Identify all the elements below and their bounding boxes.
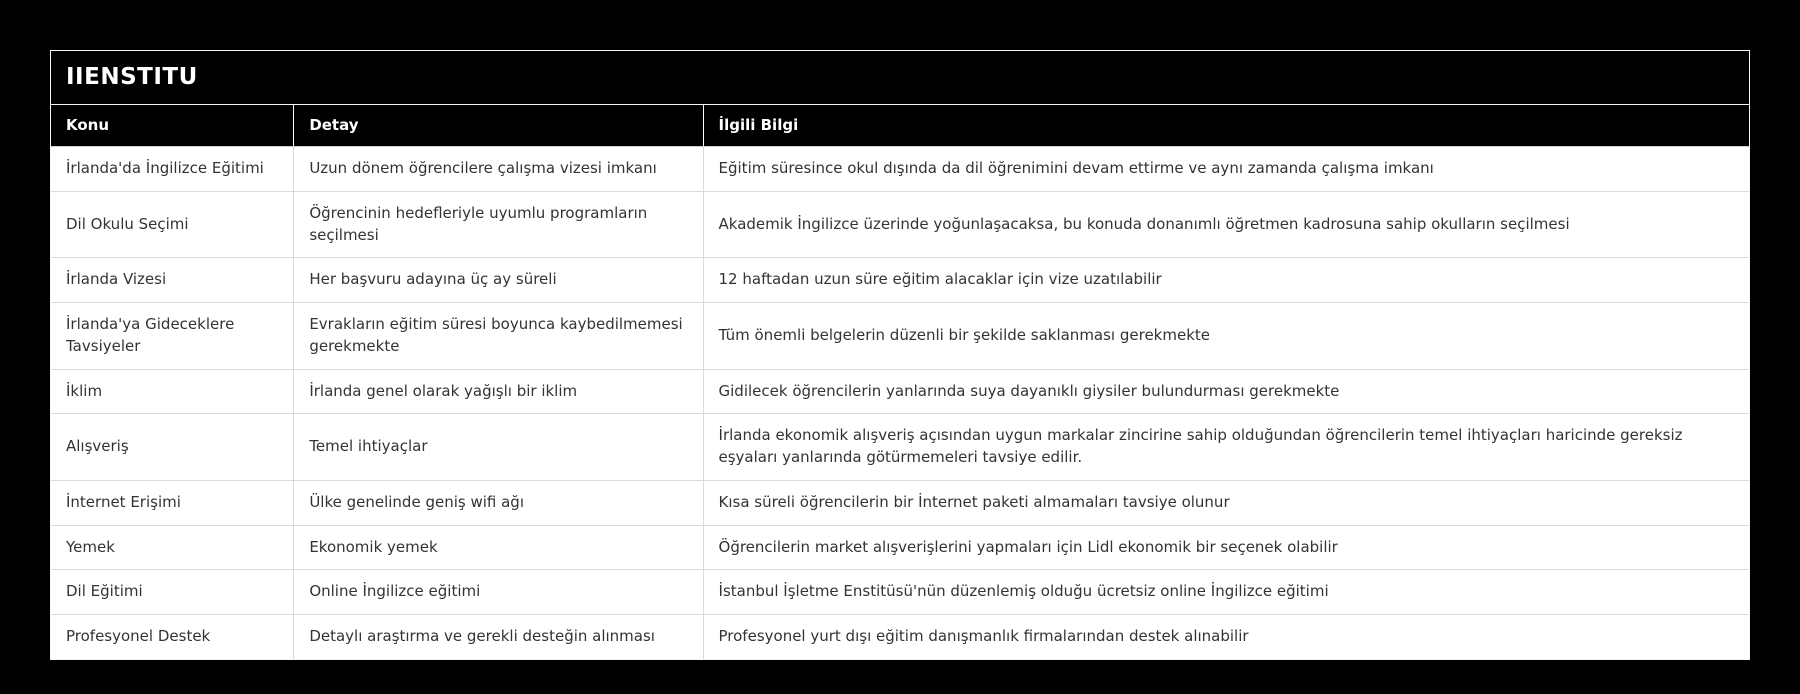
table-row	[51, 303, 1749, 370]
cell-ilgili-bilgi: Kısa süreli öğrencilerin bir İnternet paketi almamaları tavsiye olunur	[703, 480, 1749, 525]
page-title: IIENSTITU	[51, 51, 1749, 105]
table-row	[51, 258, 1749, 303]
column-header-ilgili-bilgi: İlgili Bilgi	[703, 105, 1749, 147]
cell-konu: İrlanda Vizesi	[51, 258, 294, 303]
cell-ilgili-bilgi: 12 haftadan uzun süre eğitim alacaklar için vize uzatılabilir	[703, 258, 1749, 303]
cell-ilgili-bilgi: Profesyonel yurt dışı eğitim danışmanlık firmalarından destek alınabilir	[703, 615, 1749, 659]
cell-ilgili-bilgi: İrlanda ekonomik alışveriş açısından uygun markalar zincirine sahip olduğundan öğrencilerin temel ihtiyaçları haricinde gereksiz eşyaları yanlarında götürmemeleri tavsiye edilir.	[703, 414, 1749, 481]
cell-ilgili-bilgi: Akademik İngilizce üzerinde yoğunlaşacaksa, bu konuda donanımlı öğretmen kadrosuna sahip okulların seçilmesi	[703, 191, 1749, 258]
table-row	[51, 570, 1749, 615]
cell-ilgili-bilgi: Gidilecek öğrencilerin yanlarında suya dayanıklı giysiler bulundurması gerekmekte	[703, 369, 1749, 414]
table-row	[51, 615, 1749, 659]
info-table-panel	[50, 50, 1750, 660]
cell-ilgili-bilgi: Tüm önemli belgelerin düzenli bir şekilde saklanması gerekmekte	[703, 303, 1749, 370]
cell-detay: Temel ihtiyaçlar	[294, 414, 703, 481]
cell-detay: Ülke genelinde geniş wifi ağı	[294, 480, 703, 525]
cell-konu: Dil Okulu Seçimi	[51, 191, 294, 258]
cell-konu: Profesyonel Destek	[51, 615, 294, 659]
column-header-konu: Konu	[51, 105, 294, 147]
cell-detay: Evrakların eğitim süresi boyunca kaybedilmemesi gerekmekte	[294, 303, 703, 370]
cell-ilgili-bilgi: Öğrencilerin market alışverişlerini yapmaları için Lidl ekonomik bir seçenek olabilir	[703, 525, 1749, 570]
table-row	[51, 369, 1749, 414]
table-row	[51, 414, 1749, 481]
cell-konu: İnternet Erişimi	[51, 480, 294, 525]
cell-detay: Uzun dönem öğrencilere çalışma vizesi imkanı	[294, 147, 703, 192]
cell-ilgili-bilgi: İstanbul İşletme Enstitüsü'nün düzenlemiş olduğu ücretsiz online İngilizce eğitimi	[703, 570, 1749, 615]
cell-detay: Öğrencinin hedefleriyle uyumlu programların seçilmesi	[294, 191, 703, 258]
cell-konu: İrlanda'da İngilizce Eğitimi	[51, 147, 294, 192]
cell-detay: Her başvuru adayına üç ay süreli	[294, 258, 703, 303]
info-table	[51, 105, 1749, 659]
cell-konu: Dil Eğitimi	[51, 570, 294, 615]
table-row	[51, 191, 1749, 258]
table-row	[51, 147, 1749, 192]
cell-detay: İrlanda genel olarak yağışlı bir iklim	[294, 369, 703, 414]
cell-konu: Yemek	[51, 525, 294, 570]
cell-detay: Detaylı araştırma ve gerekli desteğin alınması	[294, 615, 703, 659]
column-header-detay: Detay	[294, 105, 703, 147]
table-row	[51, 480, 1749, 525]
table-body	[51, 147, 1749, 659]
cell-detay: Online İngilizce eğitimi	[294, 570, 703, 615]
table-header	[51, 105, 1749, 147]
table-row	[51, 525, 1749, 570]
cell-konu: Alışveriş	[51, 414, 294, 481]
cell-konu: İklim	[51, 369, 294, 414]
cell-detay: Ekonomik yemek	[294, 525, 703, 570]
cell-ilgili-bilgi: Eğitim süresince okul dışında da dil öğrenimini devam ettirme ve aynı zamanda çalışma imkanı	[703, 147, 1749, 192]
cell-konu: İrlanda'ya Gideceklere Tavsiyeler	[51, 303, 294, 370]
